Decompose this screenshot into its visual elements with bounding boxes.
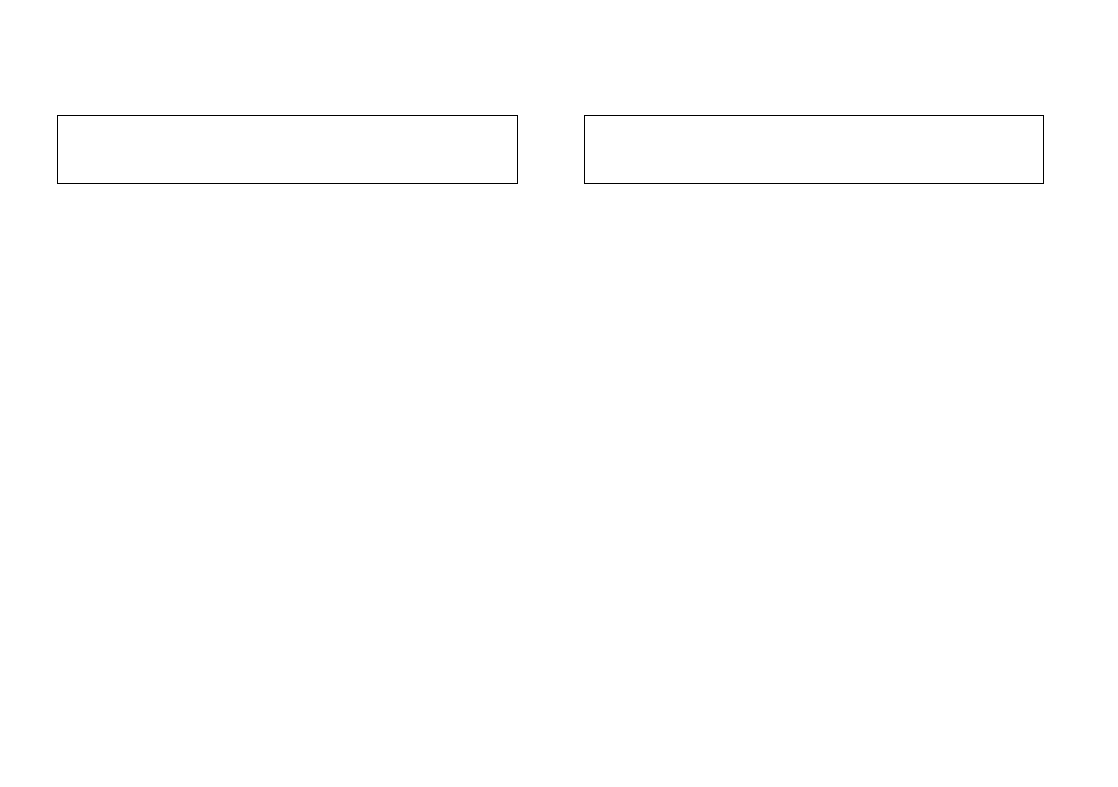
april-month-board: [189, 62, 387, 102]
april-calendar: [57, 194, 518, 660]
may-calendar: [584, 194, 1044, 660]
april-luck-box: [57, 115, 518, 184]
may-luck-box: [584, 115, 1044, 184]
may-month-board: [716, 62, 913, 102]
